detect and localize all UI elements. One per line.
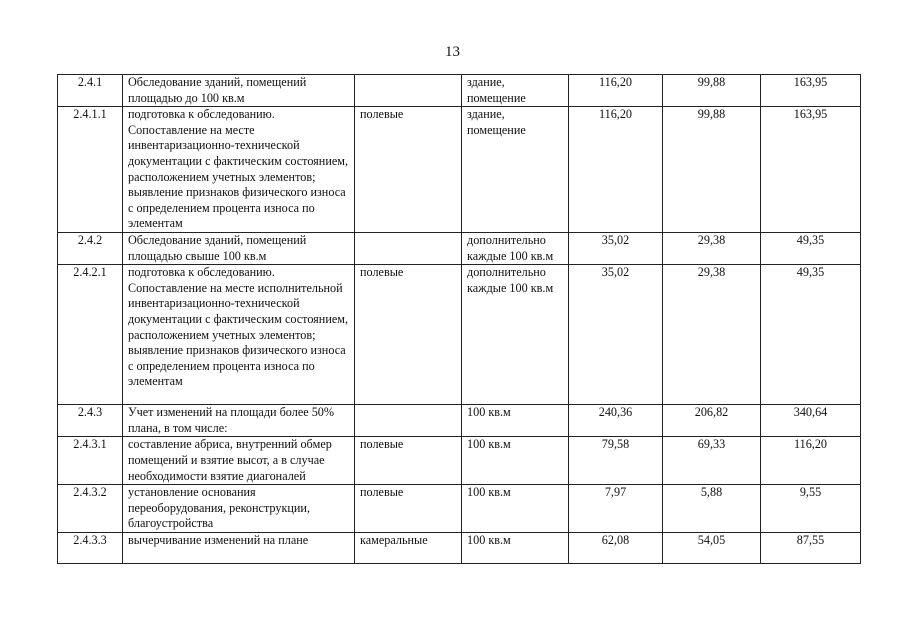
price-value-1: 240,36	[569, 405, 663, 437]
price-value-3: 163,95	[761, 75, 861, 107]
price-value-2: 29,38	[663, 232, 761, 264]
price-value-1: 7,97	[569, 485, 663, 533]
measurement-unit: 100 кв.м	[462, 437, 569, 485]
item-description: Обследование зданий, помещений площадью до 100 кв.м	[123, 75, 355, 107]
work-type	[355, 75, 462, 107]
price-table	[57, 74, 861, 564]
item-code: 2.4.3.2	[58, 485, 123, 533]
price-value-1: 116,20	[569, 107, 663, 233]
price-value-3: 340,64	[761, 405, 861, 437]
price-value-3: 87,55	[761, 532, 861, 563]
work-type: камеральные	[355, 532, 462, 563]
item-code: 2.4.2.1	[58, 265, 123, 405]
item-code: 2.4.3.3	[58, 532, 123, 563]
price-value-1: 79,58	[569, 437, 663, 485]
measurement-unit: здание, помещение	[462, 75, 569, 107]
page-number: 13	[445, 44, 460, 60]
price-value-3: 163,95	[761, 107, 861, 233]
table-row	[58, 107, 861, 233]
price-value-3: 9,55	[761, 485, 861, 533]
price-value-2: 54,05	[663, 532, 761, 563]
item-description: подготовка к обследованию. Сопоставление на месте исполнительной инвентаризационно-технической документации с фактическим состоянием, расположением учетных элементов; выявление признаков физического износа с определением процента износа по элементам	[123, 265, 355, 405]
table-row	[58, 75, 861, 107]
measurement-unit: 100 кв.м	[462, 405, 569, 437]
work-type: полевые	[355, 107, 462, 233]
price-value-2: 5,88	[663, 485, 761, 533]
price-value-2: 69,33	[663, 437, 761, 485]
table-row	[58, 485, 861, 533]
item-code: 2.4.1.1	[58, 107, 123, 233]
price-value-2: 29,38	[663, 265, 761, 405]
table-row	[58, 437, 861, 485]
price-value-1: 35,02	[569, 265, 663, 405]
price-value-3: 49,35	[761, 232, 861, 264]
item-description: установление основания переоборудования, реконструкции, благоустройства	[123, 485, 355, 533]
item-description: вычерчивание изменений на плане	[123, 532, 355, 563]
price-value-1: 35,02	[569, 232, 663, 264]
measurement-unit: дополнительно каждые 100 кв.м	[462, 232, 569, 264]
table-row	[58, 265, 861, 405]
item-description: составление абриса, внутренний обмер помещений и взятие высот, а в случае необходимости взятие диагоналей	[123, 437, 355, 485]
table-row	[58, 232, 861, 264]
work-type: полевые	[355, 265, 462, 405]
price-value-1: 116,20	[569, 75, 663, 107]
work-type: полевые	[355, 485, 462, 533]
price-value-2: 99,88	[663, 107, 761, 233]
measurement-unit: дополнительно каждые 100 кв.м	[462, 265, 569, 405]
table-row	[58, 532, 861, 563]
measurement-unit: 100 кв.м	[462, 532, 569, 563]
price-value-2: 99,88	[663, 75, 761, 107]
item-code: 2.4.3	[58, 405, 123, 437]
item-description: Обследование зданий, помещений площадью свыше 100 кв.м	[123, 232, 355, 264]
work-type	[355, 405, 462, 437]
item-description: подготовка к обследованию. Сопоставление на месте инвентаризационно-технической документации с фактическим состоянием, расположением учетных элементов; выявление признаков физического износа с определением процента износа по элементам	[123, 107, 355, 233]
price-value-3: 49,35	[761, 265, 861, 405]
measurement-unit: здание, помещение	[462, 107, 569, 233]
item-code: 2.4.1	[58, 75, 123, 107]
price-value-3: 116,20	[761, 437, 861, 485]
table-row	[58, 405, 861, 437]
price-value-1: 62,08	[569, 532, 663, 563]
measurement-unit: 100 кв.м	[462, 485, 569, 533]
item-code: 2.4.2	[58, 232, 123, 264]
work-type: полевые	[355, 437, 462, 485]
item-code: 2.4.3.1	[58, 437, 123, 485]
work-type	[355, 232, 462, 264]
item-description: Учет изменений на площади более 50% плана, в том числе:	[123, 405, 355, 437]
price-value-2: 206,82	[663, 405, 761, 437]
